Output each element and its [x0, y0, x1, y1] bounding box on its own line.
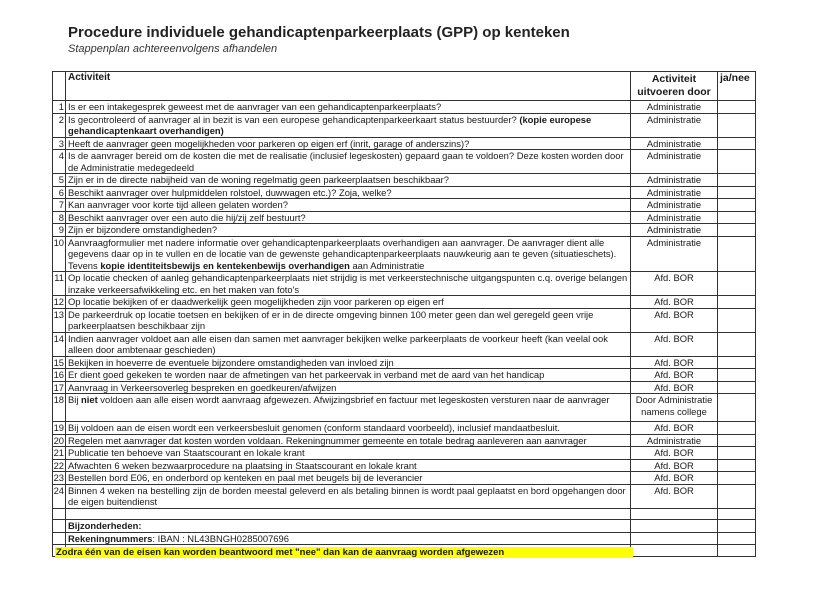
table-row [53, 296, 756, 309]
table-row [53, 308, 756, 332]
row-janee-cell[interactable] [718, 137, 756, 150]
bijzonderheden-row [53, 520, 756, 533]
row-number: 2 [53, 113, 66, 137]
row-door: Afd. BOR [631, 296, 718, 309]
header-janee: ja/nee [718, 72, 756, 101]
row-door: Administratie [631, 434, 718, 447]
activity-text-segment: Afwachten 6 weken bezwaarprocedure na plaatsing in Staatscourant en lokale krant [68, 459, 417, 471]
table-row [53, 381, 756, 394]
row-door: Administratie [631, 199, 718, 212]
row-number [53, 508, 66, 520]
rekeningnummers-label: Rekeningnummers [68, 532, 153, 544]
activity-text-segment: Zijn er in de directe nabijheid van de woning regelmatig geen parkeerplaatsen beschikbaar? [68, 174, 449, 185]
row-door: Afd. BOR [631, 381, 718, 394]
row-number: 13 [53, 308, 66, 332]
row-janee-cell[interactable] [718, 308, 756, 332]
activity-text-segment: aan Administratie [349, 259, 425, 271]
row-number: 6 [53, 186, 66, 199]
row-activity [66, 520, 631, 533]
activity-text-segment: Aanvraag in Verkeersoverleg bespreken en goedkeuren/afwijzen [68, 381, 337, 393]
header-num [53, 72, 66, 101]
row-number: 12 [53, 296, 64, 307]
row-janee-cell[interactable] [718, 459, 756, 472]
activity-text-segment: kopie identiteitsbewijs en kentekenbewijs overhandigen [100, 259, 350, 271]
table-row [53, 186, 756, 199]
row-number: 19 [53, 422, 64, 433]
row-number: 18 [53, 394, 66, 422]
empty-row [53, 508, 756, 520]
row-janee-cell[interactable] [718, 394, 756, 422]
row-number [53, 532, 66, 545]
row-janee-cell[interactable] [718, 272, 756, 296]
row-activity [66, 272, 631, 296]
row-number: 24 [53, 484, 66, 508]
row-number: 14 [53, 332, 66, 356]
row-activity [66, 101, 631, 114]
row-number: 11 [53, 272, 66, 296]
bijzonderheden-label: Bijzonderheden: [68, 520, 142, 531]
row-activity [66, 113, 631, 137]
table-row [53, 174, 756, 187]
row-activity [66, 236, 631, 272]
row-number: 15 [53, 356, 64, 368]
highlight-note: Zodra één van de eisen kan worden beantwoord met "nee" dan kan de aanvraag worden afgewezen [55, 547, 633, 558]
iban-value: : IBAN : NL43BNGH0285007696 [152, 532, 289, 544]
row-door: Afd. BOR [631, 447, 718, 460]
row-janee-cell[interactable] [718, 434, 756, 447]
activity-text-segment: Binnen 4 weken na bestelling zijn de borden meestal geleverd en als betaling binnen is wordt paal geplaatst en bord opgehangen door de eigen buitendienst [68, 484, 626, 507]
activity-text-segment: Bekijken in hoeverre de eventuele bijzondere omstandigheden van invloed zijn [68, 356, 394, 368]
table-row [53, 434, 756, 447]
row-door: Administratie [631, 186, 718, 199]
row-activity [66, 472, 631, 485]
row-number: 10 [53, 236, 66, 272]
table-row [53, 394, 756, 422]
activity-text-segment: Aanvraagformulier met nadere informatie over gehandicaptenparkeerplaats overhandigen aan aanvrager. De aanvrager dient alle gegevens daar op in te vullen en de locatie van de gewenste gehandicaptenparkeerplaats nauwkeurig aan te geven (situatieschets). Tevens [68, 236, 617, 271]
activity-text-segment: voldoen aan alle eisen wordt aanvraag afgewezen. Afwijzingsbrief en factuur met legeskosten versturen naar de aanvrager [97, 394, 610, 405]
row-door: Door Administratie namens college [631, 394, 718, 422]
row-activity [66, 484, 631, 508]
row-door: Administratie [631, 224, 718, 237]
table-row [53, 236, 756, 272]
row-door: Afd. BOR [631, 332, 718, 356]
row-activity [66, 186, 631, 199]
row-activity [66, 308, 631, 332]
row-number: 17 [53, 381, 64, 393]
row-door [631, 545, 718, 557]
row-number: 3 [53, 137, 66, 150]
activity-text-segment: niet [81, 394, 98, 405]
row-janee-cell[interactable] [718, 472, 756, 485]
activity-text-segment: Beschikt aanvrager over hulpmiddelen rolstoel, duwwagen etc.)? Zoja, welke? [68, 186, 392, 198]
row-number: 21 [53, 447, 64, 458]
row-door: Administratie [631, 101, 718, 114]
row-door [631, 508, 718, 520]
row-door: Administratie [631, 113, 718, 137]
table-row [53, 224, 756, 237]
table-row [53, 484, 756, 508]
row-number: 7 [53, 199, 66, 212]
row-janee-cell [718, 545, 756, 557]
activity-text-segment: (kopie europese gehandicaptenkaart overhandigen) [68, 113, 592, 136]
row-activity [66, 296, 631, 309]
row-activity [66, 211, 631, 224]
row-number: 9 [53, 224, 66, 237]
row-janee-cell[interactable] [718, 381, 756, 394]
row-door: Administratie [631, 236, 718, 272]
row-janee-cell[interactable] [718, 236, 756, 272]
row-activity [66, 137, 631, 150]
row-activity [66, 199, 631, 212]
activity-text-segment: Bij voldoen aan de eisen wordt een verkeersbesluit genomen (conform standaard voorbeeld), inclusief mandaatbesluit. [68, 422, 560, 433]
row-activity [66, 532, 631, 545]
row-door: Afd. BOR [631, 308, 718, 332]
row-door [631, 520, 718, 533]
row-activity [66, 356, 631, 369]
row-activity [66, 434, 631, 447]
activity-text-segment: Bij [68, 394, 82, 405]
activity-text-segment: Kan aanvrager voor korte tijd alleen gelaten worden? [68, 199, 288, 210]
activity-text-segment: Er dient goed gekeken te worden naar de afmetingen van het parkeervak in verband met de aard van het handicap [68, 369, 545, 380]
row-door: Administratie [631, 211, 718, 224]
row-number: 1 [53, 101, 66, 114]
row-activity [66, 381, 631, 394]
row-door: Administratie [631, 150, 718, 174]
row-janee-cell[interactable] [718, 422, 756, 435]
table-row [53, 199, 756, 212]
row-activity [66, 422, 631, 435]
table-row [53, 356, 756, 369]
row-janee-cell[interactable] [718, 356, 756, 369]
row-janee-cell[interactable] [718, 113, 756, 137]
activity-text-segment: Bestellen bord E06, en onderbord op kenteken en paal met beugels bij de leverancier [68, 472, 423, 483]
row-door: Afd. BOR [631, 422, 718, 435]
activity-text-segment: Is er een intakegesprek geweest met de aanvrager van een gehandicaptenparkeerplaats? [68, 101, 442, 112]
table-row [53, 422, 756, 435]
row-door: Afd. BOR [631, 356, 718, 369]
row-janee-cell[interactable] [718, 174, 756, 187]
table-row [53, 150, 756, 174]
activity-text-segment: Zijn er bijzondere omstandigheden? [68, 224, 218, 235]
row-number: 22 [53, 459, 64, 471]
activity-text-segment: Regelen met aanvrager dat kosten worden voldaan. Rekeningnummer gemeente en totale bedrag aanleveren aan aanvrager [68, 434, 587, 446]
row-janee-cell[interactable] [718, 296, 756, 309]
row-number: 8 [53, 211, 66, 224]
row-number: 20 [53, 434, 64, 446]
table-row [53, 113, 756, 137]
row-door: Administratie [631, 137, 718, 150]
row-door: Afd. BOR [631, 369, 718, 382]
procedure-table [52, 71, 756, 557]
row-janee-cell[interactable] [718, 101, 756, 114]
activity-text-segment: De parkeerdruk op locatie toetsen en bekijken of er in de directe omgeving binnen 100 meter geen dan wel geregeld geen vrije parkeerplaatsen beschikbaar zijn [68, 308, 594, 331]
page-title: Procedure individuele gehandicaptenparkeerplaats (GPP) op kenteken [68, 24, 570, 41]
row-janee-cell[interactable] [718, 211, 756, 224]
row-janee-cell [718, 532, 756, 545]
row-janee-cell[interactable] [718, 484, 756, 508]
row-janee-cell[interactable] [718, 332, 756, 356]
row-activity [66, 150, 631, 174]
row-activity [66, 447, 631, 460]
row-door: Afd. BOR [631, 272, 718, 296]
row-janee-cell[interactable] [718, 199, 756, 212]
table-row [53, 369, 756, 382]
row-number: 16 [53, 369, 64, 380]
row-door: Administratie [631, 174, 718, 187]
table-row [53, 211, 756, 224]
row-number: 23 [53, 472, 64, 483]
row-activity [66, 369, 631, 382]
row-number: 5 [53, 174, 66, 187]
activity-text-segment: Publicatie ten behoeve van Staatscourant en lokale krant [68, 447, 305, 458]
activity-text-segment: Op locatie bekijken of er daadwerkelijk geen mogelijkheden zijn voor parkeren op eigen erf [68, 296, 444, 307]
row-activity [66, 332, 631, 356]
row-activity [66, 224, 631, 237]
activity-text-segment: Indien aanvrager voldoet aan alle eisen dan samen met aanvrager bekijken welke parkeerplaats de voorkeur heeft (kan veelal ook alleen door ambtenaar geschieden) [68, 332, 608, 355]
row-door: Afd. BOR [631, 472, 718, 485]
rekeningnummers-row [53, 532, 756, 545]
page-subtitle: Stappenplan achtereenvolgens afhandelen [68, 43, 278, 55]
row-janee-cell [718, 508, 756, 520]
table-row [53, 447, 756, 460]
activity-text-segment: Op locatie checken of aanleg gehandicaptenparkeerplaats niet strijdig is met verkeerstechnische uitgangspunten c.q. overige belangen inzake verkeersafwikkeling etc. en het maken van foto's [68, 272, 628, 295]
row-janee-cell[interactable] [718, 447, 756, 460]
row-janee-cell[interactable] [718, 224, 756, 237]
row-janee-cell[interactable] [718, 150, 756, 174]
row-number [53, 520, 66, 533]
table-row [53, 101, 756, 114]
table-header-row [53, 72, 756, 101]
row-janee-cell [718, 520, 756, 533]
row-activity [66, 459, 631, 472]
row-janee-cell[interactable] [718, 186, 756, 199]
header-door: Activiteit uitvoeren door [631, 72, 718, 101]
table-row [53, 272, 756, 296]
table-row [53, 137, 756, 150]
activity-text-segment: Is de aanvrager bereid om de kosten die met de realisatie (inclusief legeskosten) gepaard gaan te voldoen? Deze kosten worden door de Administratie medegedeeld [68, 150, 624, 173]
row-door: Afd. BOR [631, 459, 718, 472]
row-activity [66, 394, 631, 422]
table-row [53, 332, 756, 356]
table-row [53, 459, 756, 472]
header-activity: Activiteit [66, 72, 631, 101]
activity-text-segment: Is gecontroleerd of aanvrager al in bezit is van een europese gehandicaptenparkeerkaart status bestuurder? [68, 113, 520, 125]
row-janee-cell[interactable] [718, 369, 756, 382]
activity-text-segment: Heeft de aanvrager geen mogelijkheden voor parkeren op eigen erf (inrit, garage of anderszins)? [68, 137, 470, 149]
activity-text-segment: Beschikt aanvrager over een auto die hij/zij zelf bestuurt? [68, 211, 306, 223]
row-activity [66, 508, 631, 520]
table-row [53, 472, 756, 485]
row-number: 4 [53, 150, 66, 174]
row-door [631, 532, 718, 545]
row-door: Afd. BOR [631, 484, 718, 508]
row-activity [66, 174, 631, 187]
